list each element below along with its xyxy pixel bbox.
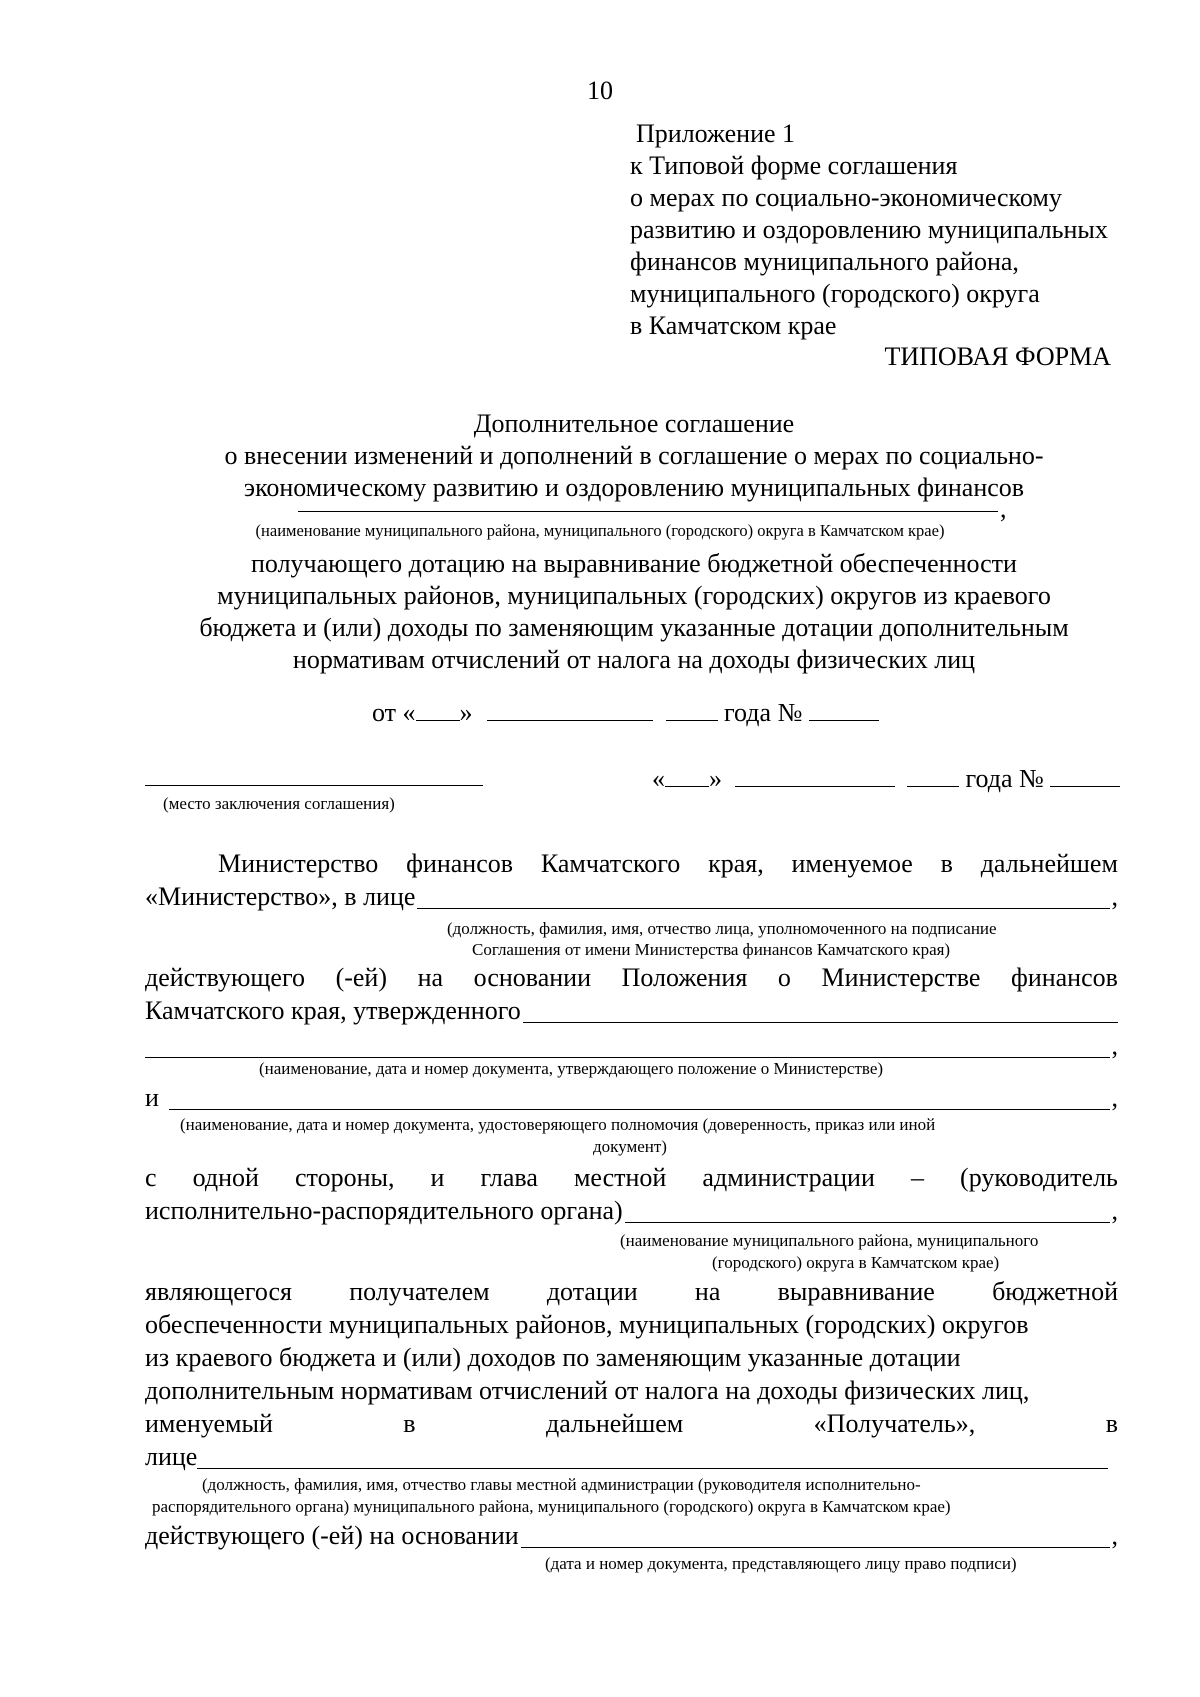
word: (руководитель xyxy=(960,1163,1118,1192)
text: исполнительно-распорядительного органа) xyxy=(145,1196,623,1225)
title-line: муниципальных районов, муниципальных (городских) округов из краевого xyxy=(217,581,1051,610)
title-continuation xyxy=(100,548,1168,676)
text: «Министерство», в лице xyxy=(145,882,416,911)
authority-doc-field[interactable] xyxy=(169,1083,1110,1110)
title-line: Дополнительное соглашение xyxy=(473,409,795,438)
word: Положения xyxy=(621,963,748,992)
number-field[interactable] xyxy=(1050,762,1120,787)
authority-doc-note-1: (наименование, дата и номер документа, удостоверяющего полномочия (доверенность, приказ или иной xyxy=(180,1115,936,1134)
title-date-line xyxy=(372,696,879,728)
word: действующего xyxy=(145,963,305,992)
word: о xyxy=(777,963,791,992)
word: выравнивание xyxy=(777,1277,935,1306)
year-number-label: года № xyxy=(724,698,803,727)
word: «Получатель», xyxy=(813,1409,976,1438)
year-field[interactable] xyxy=(666,696,718,721)
appendix-line: финансов муниципального района, xyxy=(630,247,1019,276)
paragraph-ministry-line1 xyxy=(218,848,1118,880)
word: стороны, xyxy=(295,1163,395,1192)
head-note-1: (должность, фамилия, имя, отчество главы местной администрации (руководителя исполнительно- xyxy=(202,1475,921,1494)
comma: , xyxy=(1111,1031,1118,1060)
comma: , xyxy=(1000,494,1007,523)
word: на xyxy=(694,1277,721,1306)
word: одной xyxy=(192,1163,259,1192)
text: Камчатского края, утвержденного xyxy=(145,996,521,1025)
paragraph-head-line2 xyxy=(145,1195,1118,1227)
word: и xyxy=(430,1163,445,1192)
head-representative-field[interactable] xyxy=(197,1442,1108,1469)
word: на xyxy=(417,963,444,992)
paragraph-recipient-line6 xyxy=(145,1441,1118,1473)
appendix-line: в Камчатском крае xyxy=(630,311,837,340)
open-quote: « xyxy=(652,764,665,793)
year-number-label: года № xyxy=(965,764,1044,793)
head-note-2: распорядительного органа) муниципального района, муниципального (городского) округа в Камчатском крае) xyxy=(152,1497,951,1516)
paragraph-recipient-line5 xyxy=(145,1408,1118,1440)
title-line: нормативам отчислений от налога на доходы физических лиц xyxy=(292,645,976,674)
comma: , xyxy=(1111,882,1118,911)
close-quote: » xyxy=(459,698,473,727)
signature-right-doc-field[interactable] xyxy=(521,1521,1110,1548)
municipality-name-field[interactable] xyxy=(298,511,998,512)
authority-doc-note-2: документ) xyxy=(593,1137,667,1156)
municipality-note-2a: (наименование муниципального района, муниципального xyxy=(620,1231,1039,1250)
paragraph-basis2-line xyxy=(145,1520,1118,1552)
word: – xyxy=(910,1163,924,1192)
title-line: получающего дотацию на выравнивание бюджетной обеспеченности xyxy=(251,549,1017,578)
representative-note-1: (должность, фамилия, имя, отчество лица, уполномоченного на подписание xyxy=(447,919,997,938)
month-field[interactable] xyxy=(735,762,895,787)
comma: , xyxy=(1111,1521,1118,1550)
title-line: бюджета и (или) доходы по заменяющим указанные дотации дополнительным xyxy=(199,613,1069,642)
day-field[interactable] xyxy=(665,762,709,787)
text: и xyxy=(145,1083,159,1112)
year-field[interactable] xyxy=(907,762,959,787)
paragraph-recipient-line: обеспеченности муниципальных районов, муниципальных (городских) округов xyxy=(145,1310,1029,1339)
word: финансов xyxy=(1010,963,1118,992)
title-line: экономическому развитию и оздоровлению муниципальных финансов xyxy=(243,473,1025,502)
place-field[interactable] xyxy=(145,785,483,786)
signature-right-note: (дата и номер документа, представляющего лицу право подписи) xyxy=(545,1554,1017,1573)
word: в xyxy=(940,849,953,878)
close-quote: » xyxy=(709,764,722,793)
day-field[interactable] xyxy=(416,696,460,721)
municipality-name-field-2[interactable] xyxy=(625,1196,1110,1223)
paragraph-basis-line2 xyxy=(145,995,1118,1027)
word: дальнейшем xyxy=(980,849,1118,878)
agreement-date-line xyxy=(652,762,1120,794)
word: именуемое xyxy=(791,849,913,878)
appendix-line: о мерах по социально-экономическому xyxy=(630,183,1062,212)
month-field[interactable] xyxy=(487,696,653,721)
text: лице xyxy=(145,1442,198,1471)
municipality-note: (наименование муниципального района, муниципального (городского) округа в Камчатском крае) xyxy=(255,521,945,540)
word: Камчатского xyxy=(540,849,681,878)
word: дальнейшем xyxy=(546,1409,684,1438)
word: администрации xyxy=(702,1163,875,1192)
title-line: о внесении изменений и дополнений в соглашение о мерах по социально- xyxy=(224,441,1044,470)
date-prefix: от « xyxy=(372,698,416,727)
word: с xyxy=(145,1163,157,1192)
word: (-ей) xyxy=(335,963,388,992)
number-field[interactable] xyxy=(809,696,879,721)
word: финансов xyxy=(406,849,514,878)
authority-doc-line xyxy=(145,1082,1118,1114)
comma: , xyxy=(1111,1083,1118,1112)
word: именуемый xyxy=(145,1409,273,1438)
form-label: ТИПОВАЯ ФОРМА xyxy=(884,342,1111,371)
representative-field[interactable] xyxy=(417,882,1109,909)
word: основании xyxy=(473,963,591,992)
appendix-block xyxy=(630,118,1108,342)
word: Министерство xyxy=(218,849,379,878)
municipality-note-2b: (городского) округа в Камчатском крае) xyxy=(712,1253,1000,1272)
appendix-line: Приложение 1 xyxy=(636,119,796,148)
page-number: 10 xyxy=(587,76,613,105)
word: Министерстве xyxy=(821,963,981,992)
paragraph-basis-line1 xyxy=(145,962,1118,994)
place-note: (место заключения соглашения) xyxy=(163,794,395,813)
word: являющегося xyxy=(145,1277,292,1306)
approved-by-field[interactable] xyxy=(523,996,1118,1023)
approval-doc-note: (наименование, дата и номер документа, утверждающего положение о Министерстве) xyxy=(259,1059,884,1078)
word: бюджетной xyxy=(992,1277,1118,1306)
word: местной xyxy=(573,1163,667,1192)
paragraph-ministry-line2 xyxy=(145,881,1118,913)
paragraph-recipient-line: из краевого бюджета и (или) доходов по заменяющим указанные дотации xyxy=(145,1343,961,1372)
word: края, xyxy=(708,849,764,878)
paragraph-head-line1 xyxy=(145,1162,1118,1194)
word: в xyxy=(403,1409,416,1438)
word: дотации xyxy=(546,1277,638,1306)
paragraph-recipient-line1 xyxy=(145,1276,1118,1308)
appendix-line: развитию и оздоровлению муниципальных xyxy=(630,215,1108,244)
representative-note-2: Соглашения от имени Министерства финансов Камчатского края) xyxy=(472,940,951,959)
paragraph-recipient-line: дополнительным нормативам отчислений от налога на доходы физических лиц, xyxy=(145,1376,1030,1405)
appendix-line: к Типовой форме соглашения xyxy=(630,151,958,180)
word: получателем xyxy=(349,1277,490,1306)
document-title xyxy=(100,408,1168,504)
word: в xyxy=(1105,1409,1118,1438)
word: глава xyxy=(480,1163,538,1192)
approval-doc-field[interactable] xyxy=(145,1031,1110,1058)
appendix-line: муниципального (городского) округа xyxy=(630,279,1040,308)
text: действующего (-ей) на основании xyxy=(145,1521,519,1550)
comma: , xyxy=(1111,1196,1118,1225)
